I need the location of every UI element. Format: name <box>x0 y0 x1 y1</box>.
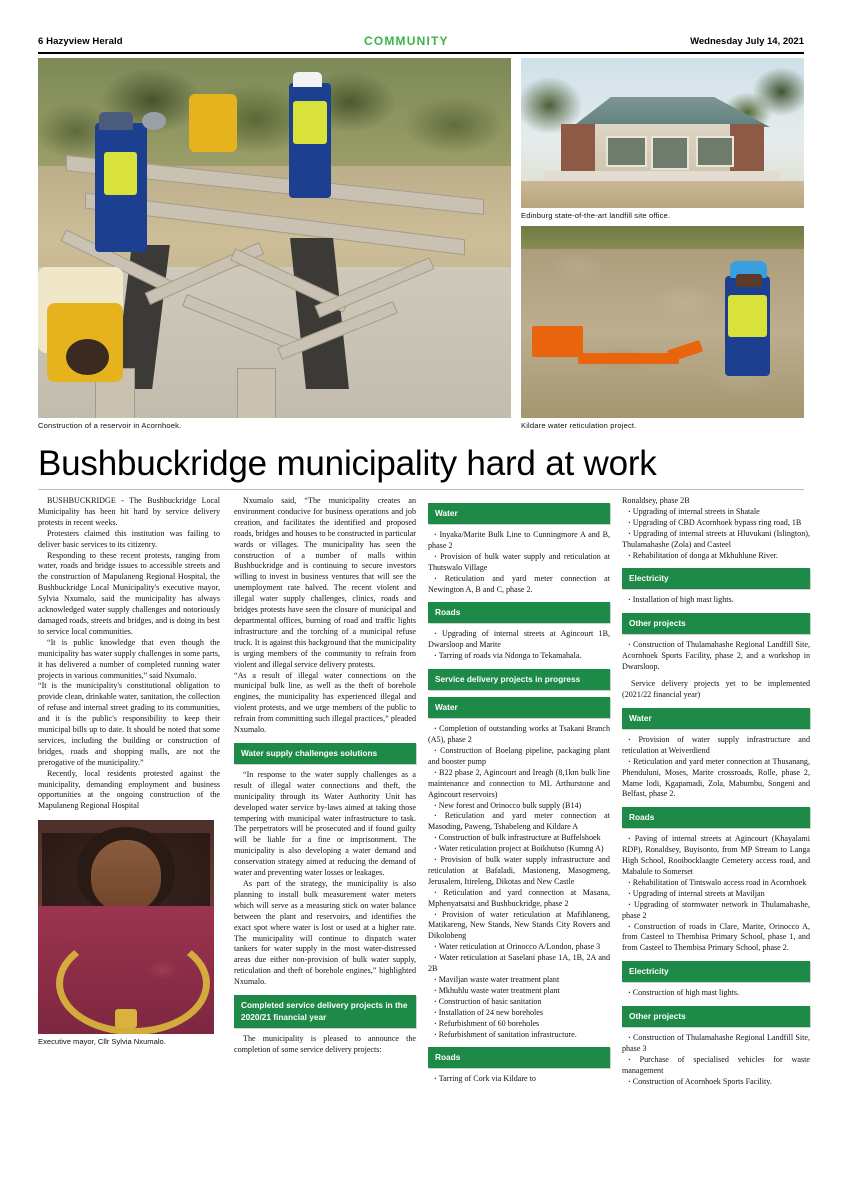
list-item: · Provision of water reticulation at Mafihlaneng, Matikareng, New Stands, New Stands City Rovers and Dikolobeng <box>428 910 610 943</box>
list-item: · B22 phase 2, Agincourt and Ireagh (8,1km bulk line maintenance and connection to ML Arthurstone and Agincourt reservoirs) <box>428 768 610 801</box>
paragraph: “In response to the water supply challenges as a result of illegal water connections and theft, the municipality through its Water Authority Unit has developed water service by-laws aimed at taking those tempering with municipal water infrastructure to task. The perpetrators will be prosecuted and if found guilty will be liable for a fine or imprisonment. The municipality is also developing a water demand and conservation strategy aimed at reducing the demand of water and preventing water losses or leakages. <box>234 769 416 878</box>
list-other-planned <box>622 1033 810 1088</box>
section-header-other-projects-planned: Other projects <box>622 1006 810 1027</box>
section-header-roads: Roads <box>428 602 610 623</box>
list-item: · Reticulation and yard meter connection at Masoding, Paweng, Tshabeleng and Kildare A <box>428 811 610 833</box>
masthead-date: Wednesday July 14, 2021 <box>690 35 804 47</box>
list-item: · Maviljan waste water treatment plant <box>428 975 610 986</box>
list-item: · Upgrading of internal streets at Maviljan <box>622 889 810 900</box>
section-header-water: Water <box>428 503 610 524</box>
list-item: · Mkhuhlu waste water treatment plant <box>428 986 610 997</box>
section-header-water-supply-solutions: Water supply challenges solutions <box>234 743 416 764</box>
article-columns <box>38 496 810 1186</box>
column-4 <box>622 496 810 1088</box>
list-electricity-planned <box>622 988 810 999</box>
section-header-other-projects: Other projects <box>622 613 810 634</box>
list-electricity-in-progress <box>622 595 810 606</box>
paragraph-yet-to-be-implemented: Service delivery projects yet to be implemented (2021/22 financial year) <box>622 679 810 699</box>
paragraph: “As a result of illegal water connections on the municipal bulk line, as well as the theft of borehole engines, the municipality has experienced illegal and violent protests, and we urge members of the public to refrain from committing such illegal practices,” pleaded Nxumalo. <box>234 670 416 735</box>
paragraph: “It is public knowledge that even though the municipality has water supply challenges in some parts, it has delivered a number of completed running water projects in various communities,” said Nxumalo. <box>38 637 220 680</box>
roads-continuation-lead: Ronaldsey, phase 2B <box>622 496 690 505</box>
list-roads-in-progress <box>428 1074 610 1085</box>
list-item: · Construction of high mast lights. <box>622 988 810 999</box>
list-item: · Upgrading of internal streets in Shatale <box>622 507 810 518</box>
section-header-completed-projects: Completed service delivery projects in the 2020/21 financial year <box>234 995 416 1028</box>
page-title: Bushbuckridge municipality hard at work <box>38 444 657 483</box>
section-header-roads-in-progress: Roads <box>428 1047 610 1068</box>
photo-block <box>38 58 804 432</box>
list-item: · Water reticulation project at Boikhutso (Kumng A) <box>428 844 610 855</box>
list-item: · Construction of roads in Clare, Marite, Orinocco A, from Casteel to Thembisa Primary School, phase 1, and from Casteel to Thembisa Primary School, phase 2. <box>622 922 810 955</box>
list-item: · Upgrading of internal streets at Agincourt 1B, Dwarsloop and Marite <box>428 629 610 651</box>
column-2 <box>234 496 416 1056</box>
section-header-water-in-progress: Water <box>428 697 610 718</box>
section-header-roads-planned: Roads <box>622 807 810 828</box>
list-item: · Rehabilitation of donga at Mkhuhlune River. <box>622 551 810 562</box>
list-item: · Construction of basic sanitation <box>428 997 610 1008</box>
list-item: · Construction of Acornhoek Sports Facility. <box>622 1077 810 1088</box>
list-item: · Installation of high mast lights. <box>622 595 810 606</box>
list-roads-completed <box>428 629 610 662</box>
caption-kildare: Kildare water reticulation project. <box>521 421 637 430</box>
paragraph: Responding to these recent protests, ranging from water, roads and bridge issues to accessible streets and the construction of Mapulaneng Regional Hospital, the Bushbuckridge Local Municipality's executive mayor, Sylvia Nxumalo, said the municipality has always acknowledged water supply challenges and notoriously damaged roads, streets and bridges, and is doing its best to service local communities. <box>38 550 220 636</box>
section-header-projects-in-progress: Service delivery projects in progress <box>428 669 610 690</box>
list-item: · Provision of bulk water supply infrastructure and reticulation at Bafaladi, Masioneng, Masogmeng, Jerusalem, Itireleng, Dikotas and New Castle <box>428 855 610 888</box>
list-item: · Construction of Thulamahashe Regional Landfill Site, Acornhoek Sports Facility, phase 2, and a workshop in Dwarsloop. <box>622 640 810 673</box>
list-item: · Rehabilitation of Tintswalo access road in Acornhoek <box>622 878 810 889</box>
caption-landfill-office: Edinburg state-of-the-art landfill site office. <box>521 211 671 220</box>
list-item: · Reticulation and yard meter connection at Thusanang, Phenduluni, Moses, Marite crossroads, Rolle, phase 2, Mame lodi, Kgapamadi, Zola, Mabumbu, Songeni and Belfast, phase 2. <box>622 757 810 801</box>
column-3 <box>428 496 610 1085</box>
paragraph: Recently, local residents protested against the municipality, demanding employment and business opportunities at the ongoing construction of the Mapulaneng Regional Hospital <box>38 768 220 811</box>
list-item: · Upgrading of CBD Acornhoek bypass ring road, 1B <box>622 518 810 529</box>
list-item: · Installation of 24 new boreholes <box>428 1008 610 1019</box>
list-water-in-progress <box>428 724 610 1040</box>
section-header-electricity: Electricity <box>622 568 810 589</box>
list-item: · Purchase of specialised vehicles for waste management <box>622 1055 810 1077</box>
masthead-section: COMMUNITY <box>363 34 449 48</box>
list-item: · Inyaka/Marite Bulk Line to Cunningmore A and B, phase 2 <box>428 530 610 552</box>
list-item: · Refurbishment of sanitation infrastructure. <box>428 1030 610 1041</box>
paragraph: As part of the strategy, the municipality is also planning to install bulk measurement water meters which will serve as a measuring stick on water balance between the plant and reservoirs, and identifies the exact spot where water is lost or used at a higher rate. The municipality will continue to dispatch water tankers for water supply in the most water-distressed areas due either non-provision of bulk water supply, reticulation and theft of borehole engines,” highlighted Nxumalo. <box>234 879 416 987</box>
list-item: · Water reticulation at Orinocco A/London, phase 3 <box>428 942 610 953</box>
list-item: · Provision of bulk water supply and reticulation at Thutswalo Village <box>428 552 610 574</box>
paragraph: BUSHBUCKRIDGE - The Bushbuckridge Local Municipality has been hit hard by service delivery protests in recent weeks. <box>38 496 220 527</box>
list-roads-in-progress-continued <box>622 507 810 562</box>
caption-executive-mayor: Executive mayor, Cllr Sylvia Nxumalo. <box>38 1037 166 1047</box>
list-item: · Upgrading of internal streets at Hluvukani (Islington), Thulamahashe (Zola) and Casteel <box>622 529 810 551</box>
list-item: · Refurbishment of 60 boreholes <box>428 1019 610 1030</box>
list-item: · Completion of outstanding works at Tsakani Branch (A5), phase 2 <box>428 724 610 746</box>
section-header-water-planned: Water <box>622 708 810 729</box>
masthead <box>38 32 804 50</box>
list-item: · Tarring of Cork via Kildare to <box>428 1074 610 1085</box>
column-1 <box>38 496 220 1046</box>
list-water-completed <box>428 530 610 595</box>
list-item: · Reticulation and yard meter connection at Newington A, B and C, phase 2. <box>428 574 610 596</box>
list-item: · Water reticulation at Saselani phase 1A, 1B, 2A and 2B <box>428 953 610 975</box>
list-item: · Tarring of roads via Ndonga to Tekamahala. <box>428 651 610 662</box>
list-item: · Provision of water supply infrastructure and reticulation at Weiverdiend <box>622 735 810 757</box>
list-item: · Reticulation and yard connection at Masana, Mphenyatsatsi and Bushbuckridge, phase 2 <box>428 888 610 910</box>
section-header-electricity-planned: Electricity <box>622 961 810 982</box>
masthead-divider <box>38 52 804 54</box>
list-item: · Upgrading of stormwater network in Thulamahashe, phase 2 <box>622 900 810 922</box>
list-item: · Construction of bulk infrastructure at Buffelshoek <box>428 833 610 844</box>
paragraph: “It is the municipality's constitutional obligation to provide clean, drinkable water, sanitation, the collection of refuse and internal street grading to its communities, and it is the public's responsibility to keep their municipal bills up to date. It should be noted that some services, including the building or construction of bridges, roads and shopping malls, are not the prerogative of the municipality.” <box>38 681 220 767</box>
kildare-water-reticulation-photo <box>521 226 804 418</box>
list-item: · Construction of Boelang pipeline, packaging plant and booster pump <box>428 746 610 768</box>
paragraph: The municipality is pleased to announce the completion of some service delivery projects: <box>234 1034 416 1054</box>
reservoir-construction-photo <box>38 58 511 418</box>
list-other-in-progress <box>622 640 810 673</box>
executive-mayor-photo <box>38 820 214 1034</box>
paragraph: Nxumalo said, “The municipality creates an environment conducive for business operations and job creation, and facilitates the identified and proposed roads, bridges and houses to be constructed in particular wards or villages. The municipality has seen the construction of a number of malls within Bushbuckridge and is continuing to secure investors willing to invest in business ventures that will see the unemployment rate halved. The recent violent and illegal water supply challenges, clinics, roads and bridges protests have seen the closure of municipal and departmental offices, burning of road and traffic lights infrastructure and the torching of a municipal refuse truck. It is against this background that the municipality is urging members of the community to refrain from violent and illegal service delivery protests. <box>234 496 416 669</box>
landfill-site-office-photo <box>521 58 804 208</box>
list-item: · Paving of internal streets at Agincourt (Khayalami RDP), Ronaldsey, Buyisonto, from MP Stream to Langa High School, Rooibocklaagte Cemetery access road, and Mabalule to Somerset <box>622 834 810 878</box>
list-item: · New forest and Orinocco bulk supply (B14) <box>428 801 610 812</box>
paragraph: Protesters claimed this institution was failing to deliver basic services to its citizenry. <box>38 528 220 549</box>
list-water-planned <box>622 735 810 800</box>
list-item: · Construction of Thulamahashe Regional Landfill Site, phase 3 <box>622 1033 810 1055</box>
list-roads-planned <box>622 834 810 954</box>
headline-divider <box>38 489 804 490</box>
caption-reservoir: Construction of a reservoir in Acornhoek. <box>38 421 182 430</box>
masthead-publication: 6 Hazyview Herald <box>38 35 123 47</box>
